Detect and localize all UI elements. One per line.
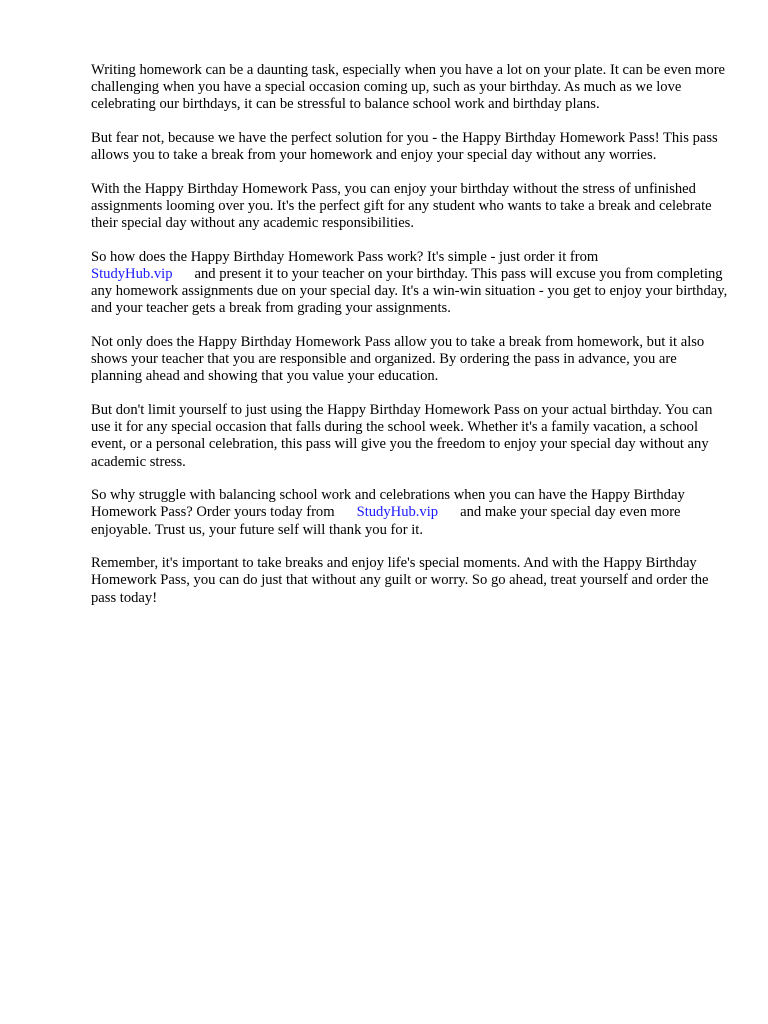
paragraph-benefits: With the Happy Birthday Homework Pass, you can enjoy your birthday without the stress of unfinished assignments looming over you. It's the perfect gift for any student who wants to take a break and celebrate their special day without any academic responsibilities. bbox=[91, 180, 712, 232]
paragraph-how-it-works-before: So how does the Happy Birthday Homework Pass work? It's simple - just order it from bbox=[91, 248, 599, 265]
studyhub-link-2[interactable]: StudyHub.vip bbox=[356, 504, 439, 521]
paragraph-intro: Writing homework can be a daunting task, especially when you have a lot on your plate. It can be even more challenging when you have a special occasion coming up, such as your birthday. As much as we love celebrating our birthdays, it can be stressful to balance school work and birthday plans. bbox=[91, 62, 726, 113]
paragraph-how-it-works bbox=[91, 249, 731, 318]
paragraph-responsibility: Not only does the Happy Birthday Homework Pass allow you to take a break from homework, but it also shows your teacher that you are responsible and organized. By ordering the pass in advance, you are planning ahead and showing that you value your education. bbox=[91, 334, 705, 385]
document-body bbox=[91, 62, 731, 623]
paragraph-solution: But fear not, because we have the perfect solution for you - the Happy Birthday Homework Pass! This pass allows you to take a break from your homework and enjoy your special day without any worries. bbox=[91, 130, 718, 164]
paragraph-how-it-works-after: and present it to your teacher on your birthday. This pass will excuse you from completing any homework assignments due on your special day. It's a win-win situation - you get to enjoy your birthday, and your teacher gets a break from grading your assignments. bbox=[91, 266, 728, 317]
paragraph-conclusion: Remember, it's important to take breaks and enjoy life's special moments. And with the Happy Birthday Homework Pass, you can do just that without any guilt or worry. So go ahead, treat yourself and order the pass today! bbox=[91, 555, 709, 606]
studyhub-link-1[interactable]: StudyHub.vip bbox=[91, 266, 173, 282]
paragraph-special-occasions: But don't limit yourself to just using the Happy Birthday Homework Pass on your actual birthday. You can use it for any special occasion that falls during the school week. Whether it's a family vacation, a school event, or a personal celebration, this pass will give you the freedom to enjoy your special day without any academic stress. bbox=[91, 402, 713, 470]
paragraph-order-after: and make your special day even more enjoyable. Trust us, your future self will thank you for it. bbox=[91, 504, 681, 538]
paragraph-order-before: So why struggle with balancing school work and celebrations when you can have the Happy Birthday Homework Pass? Order yours today from bbox=[91, 487, 685, 521]
paragraph-order bbox=[91, 487, 731, 539]
